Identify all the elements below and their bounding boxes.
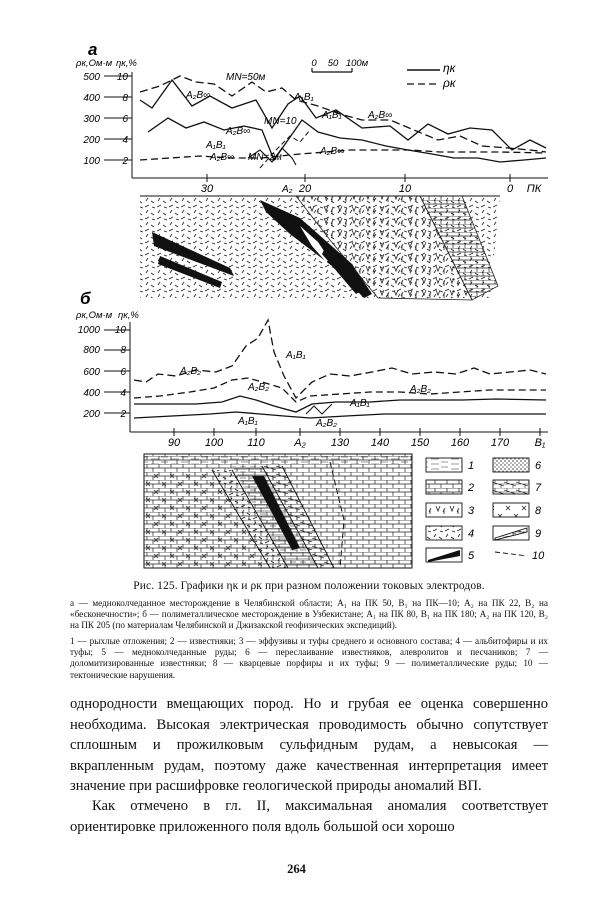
legend-swatch-8 — [493, 503, 529, 517]
annotation: A₁B₁ — [238, 416, 258, 427]
pk-tick: 20 — [298, 183, 312, 195]
figure-caption-title: Рис. 125. Графики ηк и ρк при разном положении токовых электродов. — [133, 580, 485, 592]
legend-number: 9 — [535, 528, 542, 540]
rho-tick: 600 — [83, 367, 100, 378]
annotation: A₂B∞ — [210, 152, 235, 163]
rho-tick: 100 — [83, 156, 100, 167]
legend-swatch-1 — [426, 458, 462, 472]
body-paragraph-2: Как отмечено в гл. II, максимальная аномалия соответствует ориентировке приложенного поля вдоль большой оси хорошо — [70, 798, 548, 835]
eta-tick: 8 — [120, 345, 126, 356]
annotation: MN=10 — [264, 116, 297, 127]
eta-tick: 6 — [120, 367, 126, 378]
pk-tick: 140 — [370, 437, 390, 449]
legend-number: 5 — [468, 550, 475, 562]
panel-b-pk-ticks — [168, 437, 546, 449]
annotation: A₁B₁ — [286, 350, 306, 361]
body-paragraph-1: однородности вмещающих пород. Но и грубая ее оценка совершенно необходима. Высокая электрическая проводимость обычно сопутствует сплошным и прожилковым сульфидным рудам, а невысокая — вкрапленным рудам, поэтому даже качественная интерпретация имеет значение при расшифровке геологической природы аномалий ВП. — [70, 696, 548, 794]
figure-caption-description: а — медноколчеданное месторождение в Челябинской области; A₁ на ПК 50, B₁ на ПК—10; A₂ на ПК 22, B₂ на «бесконечности»; б — полиметаллическое месторождение в Узбекистане; A₁ на ПК 80, B₁ на ПК 180; A₂ на ПК 120, B₂ на ПК 205 (по материалам Челябинской и Джизакской геофизических экспедиций). — [70, 598, 548, 631]
rho-tick: 200 — [83, 409, 100, 420]
annotation: A₂B₂ — [248, 382, 269, 393]
scale-tick: 0 — [311, 58, 317, 69]
panel-a-legend — [407, 61, 457, 90]
eta-tick: 10 — [116, 72, 128, 83]
panel-a-eta-label: ηк,% — [116, 58, 137, 69]
figure-caption-legend: 1 — рыхлые отложения; 2 — известняки; 3 — эффузивы и туфы среднего и основного состава; 4 — альбитофиры и их туфы; 5 — медноколчеданные руды; 6 — переслаивание известняков, алевролитов и песчаников; 7 — доломитизированные известняки; 8 — кварцевые порфиры и их туфы; 9 — полиметаллические руды; 10 — тектонические нарушения. — [70, 636, 548, 680]
pk-end: B₁ — [534, 437, 546, 449]
annotation: A₁B₁ — [350, 398, 370, 409]
legend-eta-label: ηк — [443, 61, 456, 75]
annotation: A₁B₁ — [294, 92, 314, 103]
legend-swatch-2 — [426, 480, 462, 494]
panel-b-rho-label: ρк,Ом·м — [76, 310, 113, 321]
eta-tick: 6 — [122, 114, 128, 125]
legend-swatch-4 — [426, 526, 462, 540]
panel-a-section — [140, 196, 500, 300]
eta-tick: 2 — [122, 156, 128, 167]
pk-start: A₂ — [294, 437, 306, 449]
panel-a-pk-ticks — [201, 183, 542, 195]
panel-a-rho-label: ρк,Ом·м — [76, 58, 113, 69]
scale-tick: 100м — [345, 58, 369, 69]
pk-tick: 160 — [450, 437, 470, 449]
legend-rho-label: ρк — [443, 76, 456, 90]
annotation: A₂B₂ — [180, 366, 201, 377]
annotation: A₂B∞ — [320, 146, 345, 157]
legend-number: 7 — [535, 482, 542, 494]
annotation: A₁B₁ — [206, 140, 226, 151]
pk-suffix: ПК — [526, 183, 542, 195]
legend-number: 4 — [468, 528, 475, 540]
annotation: A₁B₁ — [322, 110, 342, 121]
annotation: MN=2м — [248, 152, 282, 163]
rho-tick: 400 — [83, 93, 100, 104]
annotation: A₂B∞ — [368, 110, 393, 121]
legend-number: 8 — [535, 505, 542, 517]
pk-tick: 110 — [247, 437, 265, 449]
panel-b-eta-ticks — [115, 325, 127, 420]
eta-tick: 4 — [120, 388, 126, 399]
eta-tick: 8 — [122, 93, 128, 104]
panel-a-axes — [104, 72, 548, 182]
panel-b-rho-ticks — [78, 325, 101, 420]
scale-tick: 50 — [327, 58, 339, 69]
pk-tick: 90 — [167, 437, 181, 449]
panel-a-scale-bar — [311, 58, 368, 72]
legend-number: 1 — [468, 460, 475, 472]
page-number: 264 — [287, 862, 306, 876]
legend-number: 2 — [468, 482, 475, 494]
annotation: A₂B∞ — [186, 90, 211, 101]
pk-tick: 30 — [200, 183, 214, 195]
rho-tick: 800 — [83, 345, 100, 356]
annotation: A₂B₂ — [316, 418, 337, 429]
annotation: A₂ — [282, 184, 293, 195]
rho-tick: 1000 — [77, 325, 100, 336]
panel-a-annotations — [185, 72, 392, 195]
pk-tick: 130 — [330, 437, 350, 449]
legend-swatch-7 — [493, 480, 529, 494]
pk-tick: 10 — [398, 183, 412, 195]
eta-tick: 2 — [120, 409, 126, 420]
legend-number: 3 — [468, 505, 475, 517]
annotation: A₂B∞ — [226, 126, 251, 137]
legend-swatch-10 — [495, 552, 527, 556]
legend-swatch-6 — [493, 458, 529, 472]
rho-tick: 200 — [83, 135, 100, 146]
annotation: MN=50м — [226, 72, 266, 83]
eta-tick: 4 — [122, 135, 128, 146]
rho-tick: 400 — [83, 388, 100, 399]
pk-tick: 100 — [204, 437, 224, 449]
pk-tick: 0 — [506, 183, 514, 195]
pk-tick: 170 — [490, 437, 510, 449]
rho-tick: 300 — [83, 114, 100, 125]
panel-b-section — [144, 454, 412, 568]
rho-tick: 500 — [83, 72, 100, 83]
legend-number: 6 — [535, 460, 542, 472]
eta-tick: 10 — [114, 325, 126, 336]
annotation: A₂B₂ — [410, 384, 431, 395]
panel-b-eta-label: ηк,% — [118, 310, 139, 321]
legend-number: 10 — [532, 550, 545, 562]
panel-a-label: а — [88, 40, 98, 59]
panel-a-eta-ticks — [117, 72, 129, 167]
panel-b-legend — [426, 458, 529, 562]
panel-a-rho-ticks — [82, 72, 100, 167]
pk-tick: 150 — [410, 437, 430, 449]
panel-b-label: б — [80, 289, 91, 308]
legend-swatch-3 — [426, 503, 462, 517]
